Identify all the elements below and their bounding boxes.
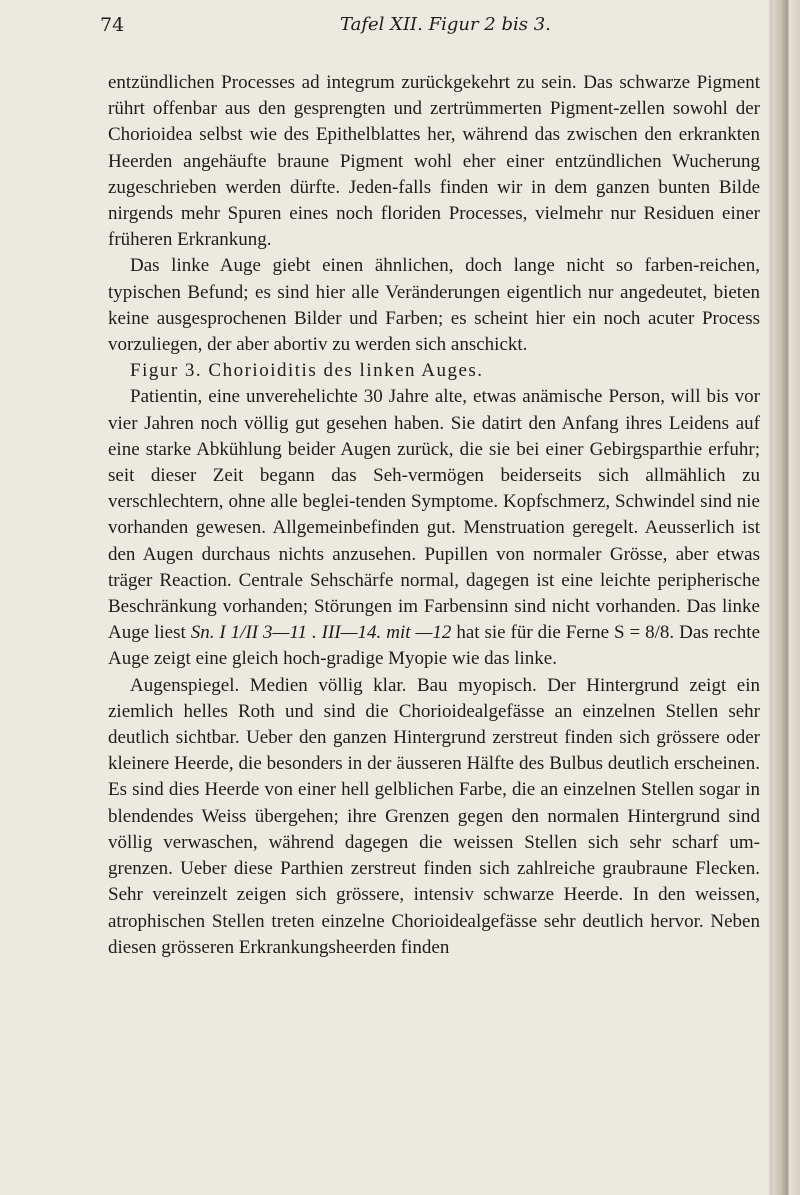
adjacent-page-edge	[772, 0, 800, 1195]
reading-test-notation: Sn. I 1/II 3—11 . III—14. mit —12	[190, 622, 452, 644]
distance-vision-text: hat sie für die Ferne S = 8/8. Das rechte Auge zeigt eine gleich hoch-gradige Myopie wie das linke.	[108, 622, 761, 670]
paragraph-ophthalmoscope: Augenspiegel. Medien völlig klar. Bau myopisch. Der Hintergrund zeigt ein ziemlich helles Roth und sind die Chorioidealgefässe an einzelnen Stellen sehr deutlich sichtbar. Ueber den ganzen Hintergrund zerstreut finden sich grössere oder kleinere Heerde, die besonders in der äusseren Hälfte des Bulbus deutlich erscheinen. Es sind dies Heerde von einer hell gelblichen Farbe, die an einzelnen Stellen sogar in blendendes Weiss übergehen; ihre Grenzen gegen den normalen Hintergrund sind völlig verwaschen, während dagegen die weissen Stellen sich sehr scharf um-grenzen. Ueber diese Parthien zerstreut finden sich zahlreiche graubraune Flecken. Sehr vereinzelt zeigen sich grössere, intensiv schwarze Heerde. In den weissen, atrophischen Stellen treten einzelne Chorioidealgefässe sehr deutlich hervor. Neben diesen grösseren Erkrankungsheerden finden	[108, 674, 760, 958]
paragraph-continuation: entzündlichen Processes ad integrum zurückgekehrt zu sein. Das schwarze Pigment rührt offenbar aus den gesprengten und zertrümmerten Pigment-zellen sowohl der Chorioidea selbst wie des Epithelblattes her, während das zwischen den erkrankten Heerden angehäufte braune Pigment wohl eher einer entzündlichen Wucherung zugeschrieben werden dürfte. Jeden-falls finden wir in dem ganzen bunten Bilde nirgends mehr Spuren eines noch floriden Processes, vielmehr nur Residuen einer früheren Erkrankung.	[108, 72, 760, 251]
page-number: 74	[100, 14, 125, 36]
patient-history-text: Patientin, eine unverehelichte 30 Jahre alte, etwas anämische Person, will bis vor vier Jahren noch völlig gut gesehen haben. Sie datirt den Anfang ihres Leidens auf eine starke Abkühlung beider Augen zurück, die sie bei einer Gebirgsparthie erfuhr; seit dieser Zeit begann das Seh-vermögen beiderseits sich allmählich zu verschlechtern, ohne alle beglei-tenden Symptome. Kopfschmerz, Schwindel sind nie vorhanden gewesen. Allgemeinbefinden gut. Menstruation geregelt. Aeusserlich ist den Augen durchaus nichts anzusehen. Pupillen von normaler Grösse, aber etwas träger Reaction. Centrale Sehschärfe normal, dagegen ist eine leichte peripherische Beschränkung vorhanden; Störungen im Farbensinn sind nicht vorhanden. Das linke Auge liest	[108, 386, 760, 644]
page-header	[100, 14, 760, 44]
paragraph-patient-history	[108, 384, 760, 672]
running-title: Tafel XII. Figur 2 bis 3.	[340, 14, 551, 35]
paragraph-left-eye: Das linke Auge giebt einen ähnlichen, doch lange nicht so farben-reichen, typischen Befund; es sind hier alle Veränderungen eigentlich nur angedeutet, bieten keine ausgesprochenen Bilder und Farben; es scheint hier ein noch acuter Process vorzuliegen, der aber abortiv zu werden sich anschickt.	[108, 255, 760, 356]
body-text	[108, 70, 760, 961]
section-heading: Figur 3. Chorioiditis des linken Auges.	[130, 360, 484, 382]
